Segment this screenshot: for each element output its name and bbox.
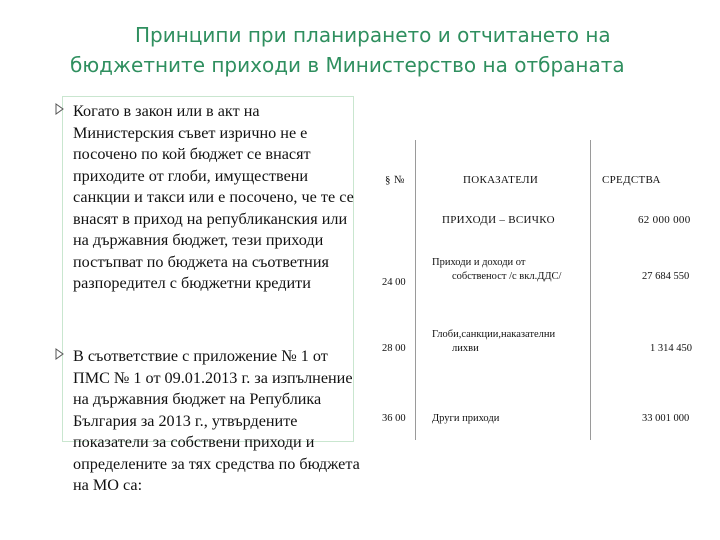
row-code: 28 00: [382, 343, 406, 354]
title-line-2: бюджетните приходи в Министерство на отбраната: [70, 53, 625, 77]
row-code: 24 00: [382, 277, 406, 288]
total-label: ПРИХОДИ – ВСИЧКО: [442, 214, 555, 226]
header-amount: СРЕДСТВА: [602, 174, 661, 186]
column-divider: [590, 140, 591, 440]
title-line-1: Принципи при планирането и отчитането на: [135, 23, 611, 47]
row-amount: 1 314 450: [650, 343, 692, 354]
row-label-line-1: Глоби,санкции,наказателни: [432, 329, 556, 340]
triangle-right-icon: [55, 103, 65, 115]
row-code: 36 00: [382, 413, 406, 424]
row-label-line-1: Приходи и доходи от: [432, 257, 526, 268]
row-label-line-2: собственост /с вкл.ДДС/: [452, 271, 562, 282]
header-code: § №: [385, 174, 405, 186]
header-indicator: ПОКАЗАТЕЛИ: [463, 174, 539, 186]
total-amount: 62 000 000: [638, 214, 691, 226]
triangle-right-icon: [55, 348, 65, 360]
row-amount: 27 684 550: [642, 271, 690, 282]
slide-title: [40, 20, 690, 80]
bullet-paragraph-2: В съответствие с приложение № 1 от ПМС № 1 от 09.01.2013 г. за изпълнение на държавния бюджет на Република България за 2013 г., утвърдените показатели за собствени приходи и определените за тях средства по бюджета на МО са:: [73, 347, 360, 494]
row-label-line-2: лихви: [452, 343, 479, 354]
revenue-table: [370, 140, 705, 440]
column-divider: [415, 140, 416, 440]
row-label-line-1: Други приходи: [432, 413, 500, 424]
row-amount: 33 001 000: [642, 413, 690, 424]
bullet-paragraph-1: Когато в закон или в акт на Министерския съвет изрично не е посочено по кой бюджет се внасят приходите от глоби, имуществени санкции и такси или е посочено, че те се внасят в приход на републиканския или на държавния бюджет, тези приходи постъпват по бюджета на съответния разпоредител с бюджетни кредити: [73, 102, 354, 292]
